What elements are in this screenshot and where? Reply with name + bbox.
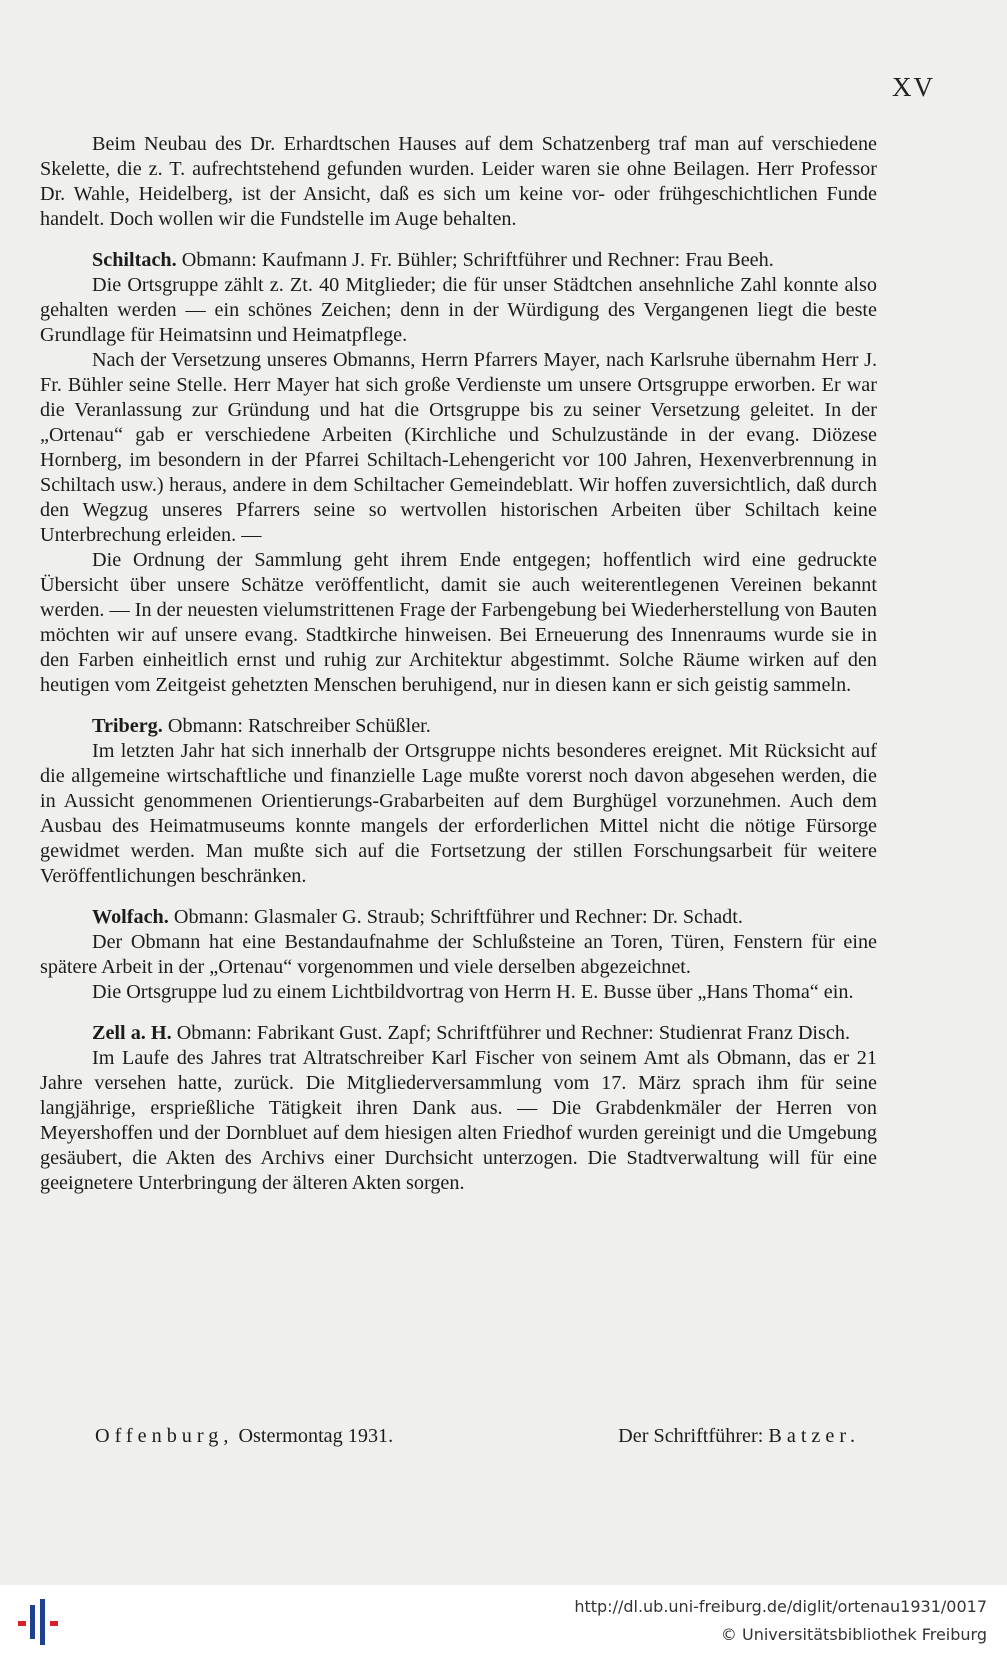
section-heading-schiltach: [40, 248, 877, 273]
section-officers: Obmann: Glasmaler G. Straub; Schriftführer und Rechner: Dr. Schadt.: [168, 906, 743, 928]
closing-line: [95, 1425, 860, 1448]
place: Offenburg,: [95, 1425, 234, 1447]
paragraph: Die Ortsgruppe zählt z. Zt. 40 Mitglieder; die für unser Städtchen ansehnliche Zahl konnte also gehalten werden — ein schönes Zeichen; denn in der Würdigung des Vergangenen liegt die beste Grundlage für Heimatsinn und Heimatpflege.: [40, 274, 877, 346]
section-title: Schiltach.: [92, 249, 177, 271]
section-officers: Obmann: Fabrikant Gust. Zapf; Schriftführer und Rechner: Studienrat Franz Disch.: [171, 1022, 851, 1044]
ub-freiburg-logo-icon: [14, 1597, 66, 1647]
date: Ostermontag 1931.: [238, 1425, 394, 1447]
section-title: Triberg.: [92, 715, 163, 737]
section-officers: Obmann: Ratschreiber Schüßler.: [162, 715, 431, 737]
body-text: [40, 132, 877, 1196]
section-title: Zell a. H.: [92, 1022, 172, 1044]
place-date: [95, 1425, 393, 1448]
permalink-link[interactable]: http://dl.ub.uni-freiburg.de/diglit/ortenau1931/0017: [574, 1597, 987, 1616]
paragraph: Im Laufe des Jahres trat Altratschreiber Karl Fischer von seinem Amt als Obmann, das er 21 Jahre versehen hatte, zurück. Die Mitgliederversammlung vom 17. März sprach ihm für seine langjährige, ersprießliche Tätigkeit ihren Dank aus. — Die Grabdenkmäler der Herren von Meyershoffen und der Dornbluet auf dem hiesigen alten Friedhof wurden gereinigt und die Umgebung gesäubert, die Akten des Archivs einer Durchsicht unterzogen. Die Stadtverwaltung will für eine geeignetere Unterbringung der älteren Akten sorgen.: [40, 1047, 877, 1194]
paragraph: Nach der Versetzung unseres Obmanns, Herrn Pfarrers Mayer, nach Karlsruhe übernahm Herr J. Fr. Bühler seine Stelle. Herr Mayer hat sich große Verdienste um unsere Ortsgruppe erworben. Er war die Veranlassung zur Gründung und hat die Ortsgruppe bis zu seiner Versetzung geleitet. In der „Ortenau“ gab er verschiedene Arbeiten (Kirchliche und Schulzustände in der evang. Diözese Hornberg, im besondern in der Pfarrei Schiltach-Lehengericht vor 100 Jahren, Hexenverbrennung in Schiltach usw.) heraus, andere in dem Schiltacher Gemeindeblatt. Wir hoffen zuversichtlich, daß durch den Wegzug unseres Pfarrers seine so wertvollen historischen Arbeiten über Schiltach keine Unterbrechung erleiden. —: [40, 349, 877, 546]
section-title: Wolfach.: [92, 906, 169, 928]
signature-label: Der Schriftführer:: [618, 1425, 764, 1447]
signature: [618, 1425, 860, 1448]
paragraph: Die Ordnung der Sammlung geht ihrem Ende entgegen; hoffentlich wird eine gedruckte Übersicht über unsere Schätze veröffentlicht, damit sie auch weiterentlegenen Vereinen bekannt werden. — In der neuesten vielumstrittenen Frage der Farbengebung bei Wiederherstellung von Bauten möchten wir auf unsere evang. Stadtkirche hinweisen. Bei Erneuerung des Innenraums wurde sie in den Farben einheitlich ernst und ruhig zur Architektur abgestimmt. Solche Räume wirken auf den heutigen vom Zeitgeist gehetzten Menschen beruhigend, nur in diesen kann er sich geistig sammeln.: [40, 549, 877, 696]
section-heading-triberg: [40, 714, 877, 739]
section-heading-zell: [40, 1021, 877, 1046]
paragraph: Beim Neubau des Dr. Erhardtschen Hauses auf dem Schatzenberg traf man auf verschiedene Skelette, die z. T. aufrechtstehend gefunden wurden. Leider waren sie ohne Beilagen. Herr Professor Dr. Wahle, Heidelberg, ist der Ansicht, daß es sich um keine vor- oder frühgeschichtlichen Funde handelt. Doch wollen wir die Fundstelle im Auge behalten.: [40, 133, 877, 230]
paragraph: Im letzten Jahr hat sich innerhalb der Ortsgruppe nichts besonderes ereignet. Mit Rücksicht auf die allgemeine wirtschaftliche und finanzielle Lage mußte vorerst noch davon abgesehen werden, die in Aussicht genommenen Orientierungs-Grabarbeiten auf dem Burghügel vorzunehmen. Auch dem Ausbau des Heimatmuseums konnte mangels der erforderlichen Mittel nicht die nötige Fürsorge gewidmet werden. Man mußte sich auf die Fortsetzung der stillen Forschungsarbeit für weitere Veröffentlichungen beschränken.: [40, 740, 877, 887]
signature-name: Batzer.: [768, 1425, 860, 1447]
section-heading-wolfach: [40, 905, 877, 930]
paragraph: Der Obmann hat eine Bestandaufnahme der Schlußsteine an Toren, Türen, Fenstern für eine spätere Arbeit in der „Ortenau“ vorgenommen und viele derselben abgezeichnet.: [40, 931, 877, 978]
copyright-text: © Universitätsbibliothek Freiburg: [720, 1625, 987, 1644]
paragraph: Die Ortsgruppe lud zu einem Lichtbildvortrag von Herrn H. E. Busse über „Hans Thoma“ ein.: [92, 981, 854, 1003]
footer-bar: [0, 1585, 1007, 1656]
section-officers: Obmann: Kaufmann J. Fr. Bühler; Schriftführer und Rechner: Frau Beeh.: [176, 249, 774, 271]
page-number: XV: [892, 72, 935, 102]
